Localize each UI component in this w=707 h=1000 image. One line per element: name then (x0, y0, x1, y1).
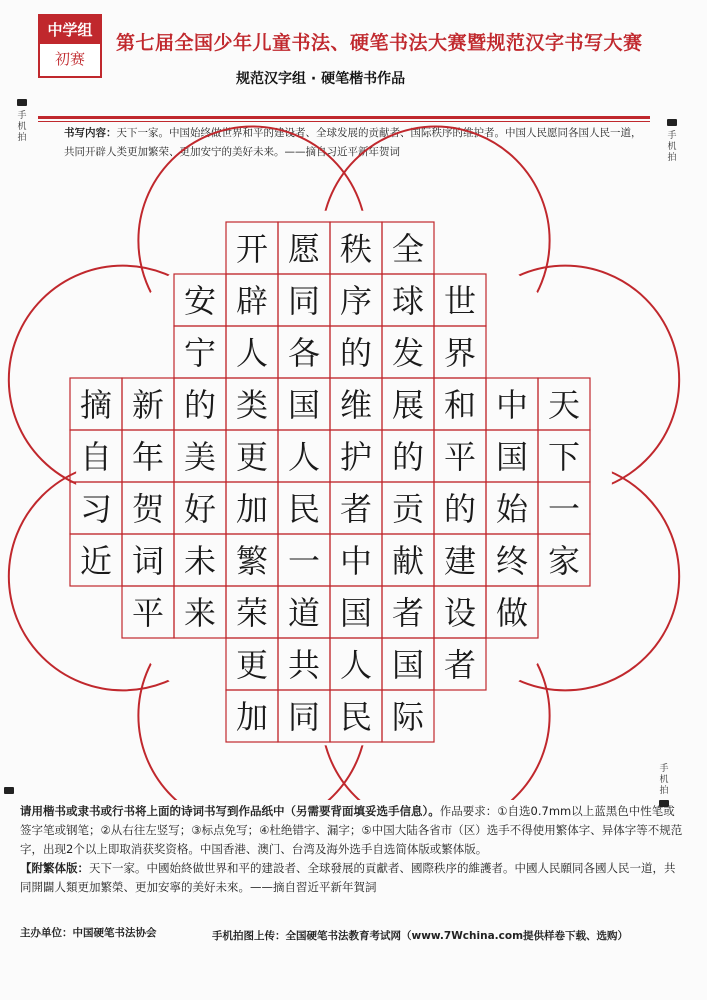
grid-character: 际 (391, 698, 425, 736)
grid-character: 终 (495, 542, 529, 580)
grid-character: 的 (183, 386, 217, 424)
content-label: 书写内容： (64, 127, 117, 139)
grid-character: 天 (547, 386, 581, 424)
badge-group: 中学组 (40, 16, 100, 44)
grid-character: 人 (235, 334, 269, 372)
grid-character: 下 (547, 438, 581, 476)
grid-character: 新 (131, 386, 165, 424)
grid-character: 国 (287, 386, 321, 424)
grid-character: 全 (391, 230, 425, 268)
grid-character: 一 (547, 490, 581, 528)
grid-character: 人 (339, 646, 373, 684)
grid-character: 发 (391, 334, 425, 372)
grid-character: 自 (79, 438, 113, 476)
grid-character: 词 (131, 542, 165, 580)
upload-info: 手机拍图上传：全国硬笔书法教育考试网（www.7Wchina.com提供样卷下载、选购） (212, 930, 629, 942)
grid-character: 安 (183, 282, 217, 320)
grid-character: 宁 (183, 334, 217, 372)
grid-character: 来 (183, 594, 217, 632)
instruction-text: 作品要求：①自选0.7mm以上蓝黑色中性笔或签字笔或钢笔；②从右往左竖写；③标点免写；④杜绝错字、漏字；⑤中国大陆各省市（区）选手不得使用繁体字、异体字等不规范字，出现2个以上即取消获奖资格。中国香港、澳门、台湾及海外选手自选简体版或繁体版。 (20, 804, 683, 856)
grid-character: 近 (79, 542, 113, 580)
grid-character: 更 (235, 438, 269, 476)
grid-character: 习 (79, 490, 113, 528)
grid-character: 世 (443, 282, 477, 320)
traditional-label: 【附繁体版： (20, 861, 89, 875)
instruction-heading: 请用楷书或隶书或行书将上面的诗词书写到作品纸中（另需要背面填妥选手信息）。 (20, 804, 440, 818)
grid-character: 设 (443, 594, 477, 632)
grid-character: 的 (391, 438, 425, 476)
grid-character: 好 (183, 490, 217, 528)
grid-character: 同 (287, 282, 321, 320)
grid-character: 开 (235, 230, 269, 268)
grid-character: 者 (339, 490, 373, 528)
grid-character: 同 (287, 698, 321, 736)
grid-character: 摘 (79, 386, 113, 424)
side-label-left: 手机拍 (17, 111, 27, 143)
grid-character: 建 (443, 542, 477, 580)
grid-character: 中 (495, 386, 529, 424)
grid-character: 贡 (391, 490, 425, 528)
side-label-lower-right: 手机拍 (659, 764, 669, 796)
grid-character: 国 (391, 646, 425, 684)
grid-character: 道 (287, 594, 321, 632)
grid-character: 始 (495, 490, 529, 528)
grid-character: 球 (391, 282, 425, 320)
content-text: 天下一家。中国始终做世界和平的建设者、全球发展的贡献者、国际秩序的维护者。中国人民愿同各国人民一道，共同开辟人类更加繁荣、更加安宁的美好未来。——摘自习近平新年贺词 (64, 127, 642, 158)
grid-character: 愿 (287, 230, 321, 268)
grid-character: 美 (183, 438, 217, 476)
requirements-block (20, 802, 685, 897)
grid-character: 护 (339, 438, 373, 476)
grid-character: 国 (339, 594, 373, 632)
side-label-right: 手机拍 (667, 131, 677, 163)
grid-character: 者 (443, 646, 477, 684)
grid-character: 一 (287, 542, 321, 580)
grid-character: 繁 (235, 542, 269, 580)
grid-character: 和 (443, 386, 477, 424)
grid-character: 家 (547, 542, 581, 580)
grid-character: 做 (495, 594, 529, 632)
grid-character: 民 (339, 698, 373, 736)
grid-character: 界 (443, 334, 477, 372)
grid-character: 各 (287, 334, 321, 372)
grid-character: 平 (443, 438, 477, 476)
grid-character: 未 (183, 542, 217, 580)
grid-character: 更 (235, 646, 269, 684)
competition-title: 第七届全国少年儿童书法、硬笔书法大赛暨规范汉字书写大赛 (116, 32, 643, 54)
grid-character: 展 (391, 386, 425, 424)
grid-character: 序 (339, 282, 373, 320)
grid-character: 国 (495, 438, 529, 476)
grid-character: 人 (287, 438, 321, 476)
grid-character: 民 (287, 490, 321, 528)
grid-character: 贺 (131, 490, 165, 528)
traditional-text: 天下一家。中國始終做世界和平的建設者、全球發展的貢獻者、國際秩序的維護者。中國人民願同各國人民一道，共同開闢人類更加繁榮、更加安寧的美好未來。——摘自習近平新年賀詞 (20, 861, 676, 894)
grid-character: 共 (287, 646, 321, 684)
grid-character: 加 (235, 698, 269, 736)
grid-character: 的 (339, 334, 373, 372)
grid-character: 的 (443, 490, 477, 528)
grid-character: 者 (391, 594, 425, 632)
grid-character: 献 (391, 542, 425, 580)
grid-character: 秩 (339, 230, 373, 268)
category-subtitle: 规范汉字组 · 硬笔楷书作品 (236, 71, 406, 87)
grid-character: 类 (235, 386, 269, 424)
grid-character: 辟 (235, 282, 269, 320)
grid-character: 加 (235, 490, 269, 528)
host-organization: 主办单位：中国硬笔书法协会 (20, 927, 157, 939)
grid-character: 年 (131, 438, 165, 476)
badge-stage: 初赛 (54, 50, 85, 68)
grid-character: 荣 (235, 594, 269, 632)
grid-character: 维 (339, 386, 373, 424)
grid-character: 中 (339, 542, 373, 580)
grid-character: 平 (131, 594, 165, 632)
